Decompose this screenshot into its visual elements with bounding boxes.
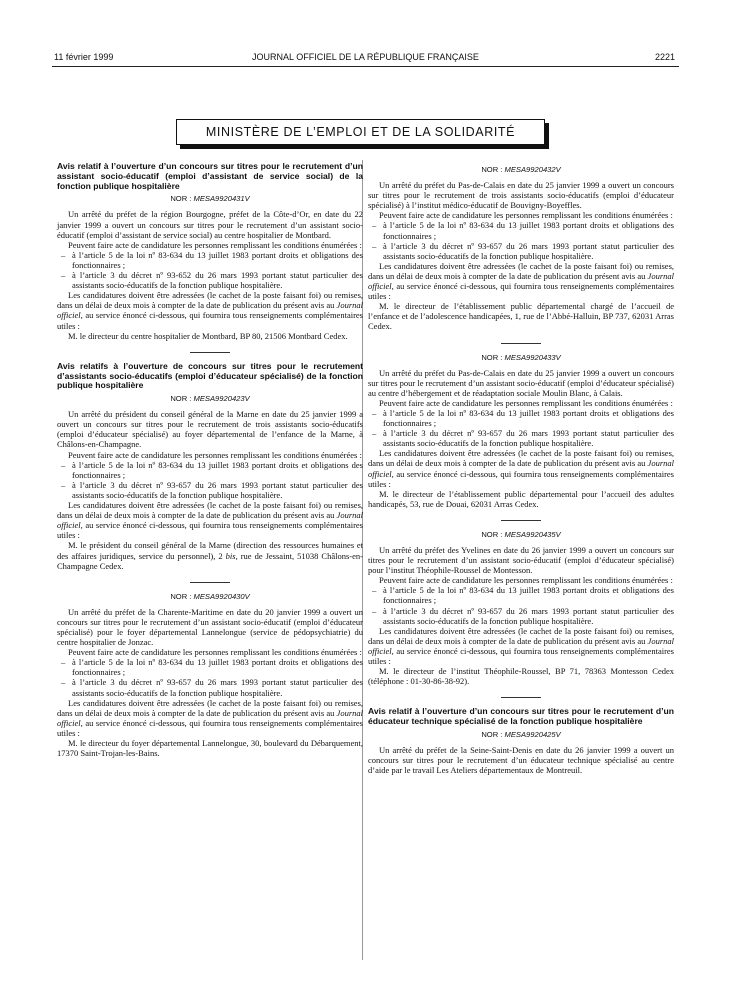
ministry-banner bbox=[176, 119, 545, 145]
right-column bbox=[368, 162, 674, 775]
section-divider bbox=[190, 352, 230, 353]
nor-reference: NOR : MESA9920433V bbox=[481, 352, 561, 362]
notice-address: M. le directeur de l’établissement public départemental pour l’accueil des adultes handicapés, 53, rue de Douai, 62031 Arras Cedex. bbox=[368, 488, 674, 509]
criteria-intro: Peuvent faire acte de candidature les personnes remplissant les conditions énumérées : bbox=[379, 210, 673, 221]
notice-intro: Un arrêté du président du conseil général de la Marne en date du 25 janvier 1999 a ouvert un concours sur titres pour le recrutement de trois assistants socio-éducatifs (emploi d’éducateur spécialisé) au foyer départemental de l’enfance de la Marne, à Châlons-en-Champagne. bbox=[57, 409, 363, 450]
criteria-item: – à l’article 5 de la loi nº 83-634 du 13 juillet 1983 portant droits et obligations des fonctionnaires ; bbox=[61, 249, 363, 270]
candidatures-text: Les candidatures doivent être adressées (le cachet de la poste faisant foi) ou remises, dans un délai de deux mois à compter de la date de publication du présent avis au Journal officiel, au service énoncé ci-dessous, qui fournira tous renseignements complémentaires utiles : bbox=[368, 260, 674, 302]
header-rule bbox=[52, 66, 679, 67]
criteria-intro: Peuvent faire acte de candidature les personnes remplissant les conditions énumérées : bbox=[379, 397, 673, 408]
candidatures-text: Les candidatures doivent être adressées (le cachet de la poste faisant foi) ou remises, dans un délai de deux mois à compter de la date de publication du présent avis au Journal officiel, au service énoncé ci-dessous, qui fournira tous renseignements complémentaires utiles : bbox=[57, 290, 363, 331]
notice-address: M. le président du conseil général de la Marne (direction des ressources humaines et des affaires juridiques, service du personnel), 2 bis, rue de Jessaint, 51038 Châlons-en-Champagne Cedex. bbox=[57, 540, 363, 571]
notice-address: M. le directeur du foyer départemental Lannelongue, 30, boulevard du Débarquement, 17370 Saint-Trojan-les-Bains. bbox=[57, 738, 363, 759]
notice-address: M. le directeur de l’institut Théophile-Roussel, BP 71, 78363 Montesson Cedex (téléphone : 01-30-86-38-92). bbox=[368, 666, 674, 687]
criteria-intro: Peuvent faire acte de candidature les personnes remplissant les conditions énumérées : bbox=[68, 449, 362, 460]
criteria-intro: Peuvent faire acte de candidature les personnes remplissant les conditions énumérées : bbox=[379, 575, 673, 586]
nor-reference: NOR : MESA9920423V bbox=[170, 394, 250, 404]
criteria-item: – à l’article 3 du décret nº 93-657 du 26 mars 1993 portant statut particulier des assistants socio-éducatifs de la fonction publique hospitalière. bbox=[372, 240, 674, 261]
criteria-list bbox=[368, 408, 674, 448]
section-divider bbox=[501, 697, 541, 698]
notice-montreuil bbox=[368, 707, 674, 775]
notice-title: Avis relatif à l’ouverture d’un concours sur titres pour le recrutement d’un assistant socio-éducatif (emploi d’assistant de service social) de la fonction publique hospitalière bbox=[57, 161, 363, 191]
criteria-item: – à l’article 3 du décret nº 93-657 du 26 mars 1993 portant statut particulier des assistants socio-éducatifs de la fonction publique hospitalière. bbox=[372, 428, 674, 449]
criteria-item: – à l’article 3 du décret nº 93-652 du 26 mars 1993 portant statut particulier des assistants socio-éducatifs de la fonction publique hospitalière. bbox=[61, 270, 363, 291]
notice-intro: Un arrêté du préfet du Pas-de-Calais en date du 25 janvier 1999 a ouvert un concours sur titres pour le recrutement d’un assistant socio-éducatif (emploi d’éducateur spécialisé) au centre d’hébergement et de réadaptation sociale Moulin Blanc, à Calais. bbox=[368, 367, 674, 398]
nor-reference: NOR : MESA9920425V bbox=[481, 729, 561, 739]
notice-montbard bbox=[57, 162, 363, 341]
notice-title: Avis relatif à l’ouverture d’un concours sur titres pour le recrutement d’un éducateur technique spécialisé de la fonction publique hospitalière bbox=[368, 706, 674, 727]
header-journal-title: JOURNAL OFFICIEL DE LA RÉPUBLIQUE FRANÇAISE bbox=[252, 52, 479, 62]
candidatures-text: Les candidatures doivent être adressées (le cachet de la poste faisant foi) ou remises, dans un délai de deux mois à compter de la date de publication du présent avis au Journal officiel, au service énoncé ci-dessous, qui fournira tous renseignements complémentaires utiles : bbox=[57, 697, 363, 738]
notice-jonzac bbox=[57, 592, 363, 759]
candidatures-text: Les candidatures doivent être adressées (le cachet de la poste faisant foi) ou remises, dans un délai de deux mois à compter de la date de publication du présent avis au Journal officiel, au service énoncé ci-dessous, qui fournira tous renseignements complémentaires utiles : bbox=[368, 448, 674, 489]
notice-address: M. le directeur de l’établissement public départemental chargé de l’accueil de l’enfance et de l’adolescence handicapées, 1, rue de l’Abbé-Halluin, BP 737, 62031 Arras Cedex. bbox=[368, 301, 674, 332]
criteria-item: – à l’article 5 de la loi nº 83-634 du 13 juillet 1983 portant droits et obligations des fonctionnaires ; bbox=[61, 657, 363, 678]
nor-reference: NOR : MESA9920431V bbox=[170, 194, 250, 204]
criteria-item: – à l’article 5 de la loi nº 83-634 du 13 juillet 1983 portant droits et obligations des fonctionnaires ; bbox=[372, 407, 674, 429]
notice-calais bbox=[368, 353, 674, 509]
criteria-item: – à l’article 5 de la loi nº 83-634 du 13 juillet 1983 portant droits et obligations des fonctionnaires ; bbox=[61, 459, 363, 480]
section-divider bbox=[501, 520, 541, 521]
left-column bbox=[57, 162, 363, 758]
criteria-list bbox=[368, 220, 674, 260]
notice-intro: Un arrêté du préfet de la Charente-Maritime en date du 20 janvier 1999 a ouvert un concours sur titres pour le recrutement d’un assistant socio-éducatif (emploi d’éducateur spécialisé) pour le foyer départemental Lannelongue (service de pédopsychiatrie) du centre hospitalier de Jonzac. bbox=[57, 606, 363, 648]
header-date: 11 février 1999 bbox=[54, 52, 114, 62]
notice-intro: Un arrêté du préfet du Pas-de-Calais en date du 25 janvier 1999 a ouvert un concours sur titres pour le recrutement de trois assistants socio-éducatifs (emploi d’éducateur spécialisé) à l’institut médico-éducatif de Bouvigny-Boyeffles. bbox=[368, 180, 674, 211]
nor-reference: NOR : MESA9920432V bbox=[481, 165, 561, 174]
notice-address: M. le directeur du centre hospitalier de Montbard, BP 80, 21506 Montbard Cedex. bbox=[68, 330, 348, 341]
notice-intro: Un arrêté du préfet de la région Bourgogne, préfet de la Côte-d’Or, en date du 22 janvier 1999 a ouvert un concours sur titres pour le recrutement d’un assistant socio-éducatif (emploi d’assistant de service social) au centre hospitalier de Montbard. bbox=[57, 209, 363, 240]
criteria-item: – à l’article 5 de la loi nº 83-634 du 13 juillet 1983 portant droits et obligations des fonctionnaires ; bbox=[372, 585, 674, 606]
notice-title: Avis relatifs à l’ouverture de concours sur titres pour le recrutement d’assistants socio-éducatifs (emploi d’éducateur spécialisé) de la fonction publique hospitalière bbox=[57, 360, 363, 391]
notice-intro: Un arrêté du préfet de la Seine-Saint-Denis en date du 26 janvier 1999 a ouvert un concours sur titres pour le recrutement d’un éducateur technique spécialisé au centre d’aide par le travail Les Ateliers départementaux de Montreuil. bbox=[368, 745, 674, 776]
notice-intro: Un arrêté du préfet des Yvelines en date du 26 janvier 1999 a ouvert un concours sur titres pour le recrutement d’un assistant socio-éducatif (emploi d’éducateur spécialisé) pour l’institut Théophile-Roussel de Montesson. bbox=[368, 545, 674, 576]
criteria-list bbox=[57, 460, 363, 500]
notice-montesson bbox=[368, 530, 674, 686]
criteria-list bbox=[368, 585, 674, 625]
candidatures-text: Les candidatures doivent être adressées (le cachet de la poste faisant foi) ou remises, dans un délai de deux mois à compter de la date de publication du présent avis au Journal officiel, au service énoncé ci-dessous, qui fournira tous renseignements complémentaires utiles : bbox=[368, 625, 674, 667]
criteria-item: – à l’article 3 du décret nº 93-657 du 26 mars 1993 portant statut particulier des assistants socio-éducatifs de la fonction publique hospitalière. bbox=[372, 605, 674, 626]
candidatures-text: Les candidatures doivent être adressées (le cachet de la poste faisant foi) ou remises, dans un délai de deux mois à compter de la date de publication du présent avis au Journal officiel, au service énoncé ci-dessous, qui fournira tous renseignements complémentaires utiles : bbox=[57, 500, 363, 541]
criteria-item: – à l’article 3 du décret nº 93-657 du 26 mars 1993 portant statut particulier des assistants socio-éducatifs de la fonction publique hospitalière. bbox=[61, 479, 363, 500]
notice-marne bbox=[57, 362, 363, 571]
criteria-item: – à l’article 3 du décret nº 93-657 du 26 mars 1993 portant statut particulier des assistants socio-éducatifs de la fonction publique hospitalière. bbox=[61, 677, 363, 698]
criteria-list bbox=[57, 250, 363, 290]
ministry-title: MINISTÈRE DE L’EMPLOI ET DE LA SOLIDARITÉ bbox=[205, 125, 516, 139]
criteria-list bbox=[57, 657, 363, 697]
criteria-item: – à l’article 5 de la loi nº 83-634 du 13 juillet 1983 portant droits et obligations des fonctionnaires ; bbox=[372, 220, 674, 241]
section-divider bbox=[190, 582, 230, 583]
criteria-intro: Peuvent faire acte de candidature les personnes remplissant les conditions énumérées : bbox=[68, 647, 362, 658]
nor-reference: NOR : MESA9920435V bbox=[481, 529, 561, 539]
section-divider bbox=[501, 343, 541, 344]
criteria-intro: Peuvent faire acte de candidature les personnes remplissant les conditions énumérées : bbox=[68, 239, 362, 250]
notice-bouvigny bbox=[368, 165, 674, 332]
header-page-number: 2221 bbox=[654, 52, 675, 62]
nor-reference: NOR : MESA9920430V bbox=[170, 591, 250, 601]
